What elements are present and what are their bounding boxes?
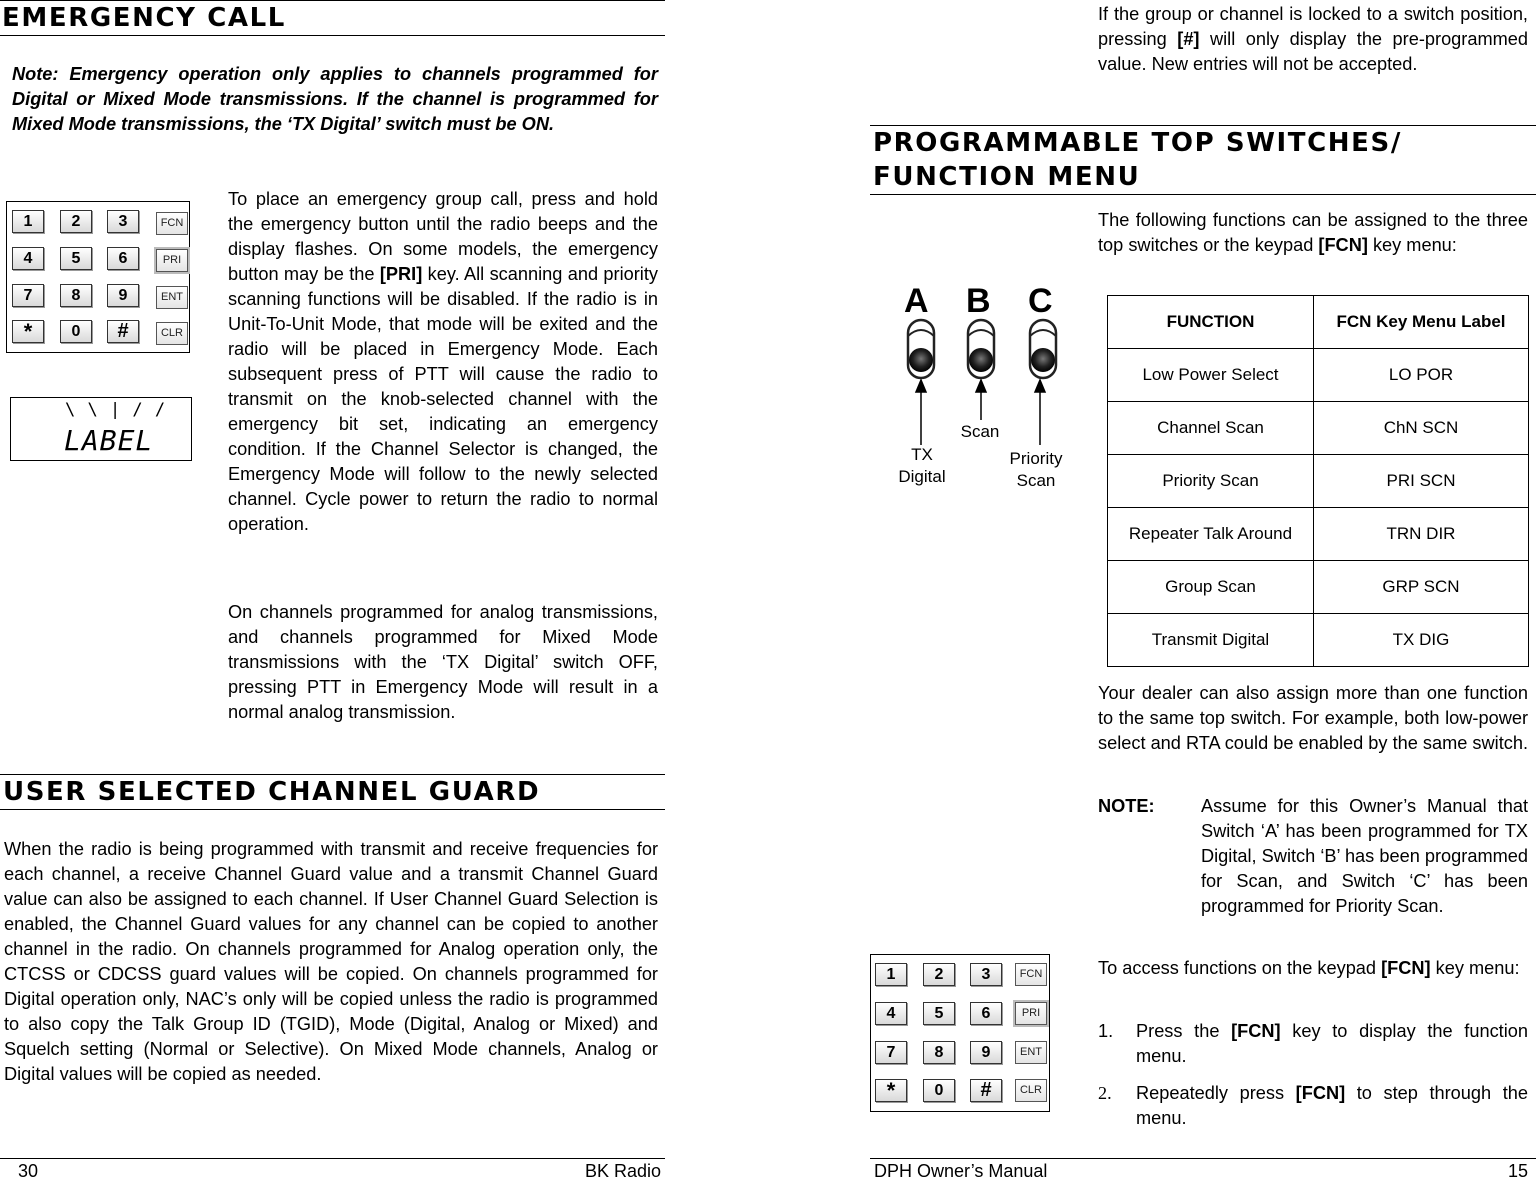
key-5: 5 (60, 247, 92, 270)
key-clr: CLR (1015, 1079, 1047, 1102)
cell-function: Low Power Select (1108, 349, 1314, 402)
label-c-line-1: Priority (1009, 449, 1063, 468)
cell-label: TX DIG (1314, 614, 1529, 667)
table-row (1108, 561, 1529, 614)
key-6: 6 (970, 1002, 1002, 1025)
table-row (1108, 614, 1529, 667)
key-pri: PRI (1015, 1002, 1047, 1025)
cell-function: Repeater Talk Around (1108, 508, 1314, 561)
step-2-text-b: to step through the menu. (1136, 1083, 1528, 1128)
table-header-row (1108, 296, 1529, 349)
step-1-text-a: Press the (1136, 1021, 1232, 1041)
step-2-number: 2. (1098, 1083, 1112, 1103)
table-row (1108, 508, 1529, 561)
guard-top-rule (0, 774, 665, 775)
key-ent: ENT (1015, 1041, 1047, 1064)
key-3: 3 (107, 210, 139, 233)
prog-heading-line-2: FUNCTION MENU (873, 162, 1141, 192)
col-fcn-label: FCN Key Menu Label (1314, 296, 1529, 349)
locked-paragraph (1098, 2, 1528, 77)
cell-label: TRN DIR (1314, 508, 1529, 561)
access-text-a: To access functions on the keypad (1098, 958, 1382, 978)
emergency-p1-key: [PRI] (379, 264, 423, 284)
display-label: LABEL (64, 424, 154, 457)
access-key: [FCN] (1381, 958, 1431, 978)
key-star: * (12, 320, 44, 343)
right-footer-rule (870, 1158, 1536, 1159)
guard-bottom-rule (0, 809, 665, 810)
cell-function: Group Scan (1108, 561, 1314, 614)
label-switch-c (996, 448, 1076, 492)
cell-function: Priority Scan (1108, 455, 1314, 508)
key-pri: PRI (156, 249, 188, 272)
key-ent: ENT (156, 286, 188, 309)
switch-c (1030, 320, 1056, 378)
key-8: 8 (60, 284, 92, 307)
key-star: * (875, 1079, 907, 1102)
step-2-key: [FCN] (1295, 1083, 1346, 1103)
key-9: 9 (107, 284, 139, 307)
switch-letter-c: C (1028, 282, 1053, 320)
switch-b (968, 320, 994, 378)
key-8: 8 (923, 1041, 955, 1064)
label-switch-a (880, 444, 964, 488)
emergency-paragraph-1 (228, 187, 658, 537)
left-footer-brand: BK Radio (584, 1161, 661, 1181)
cell-label: PRI SCN (1314, 455, 1529, 508)
label-a-line-1: TX (911, 445, 933, 464)
step-1-key: [FCN] (1231, 1021, 1281, 1041)
key-hash: # (107, 320, 139, 343)
key-4: 4 (12, 247, 44, 270)
right-page-number: 15 (1507, 1161, 1528, 1181)
emergency-p1-text-b: key. All scanning and priority scanning functions will be disabled. If the radio is in Unit-To-Unit Mode, that mode will be exited and the radio will be placed in Emergency Mode. Each subsequent press of PTT will cause the radio to transmit on the knob-selected channel with the emergency bit set, indicating an emergency condition. If the Channel Selector is changed, the Emergency Mode will follow to the newly selected channel. Cycle power to return the radio to normal operation. (228, 264, 658, 534)
prog-intro-text-a: The following functions can be assigned to the three top switches or the keypad (1098, 210, 1528, 255)
label-c-line-2: Scan (1016, 471, 1056, 490)
key-fcn: FCN (156, 212, 188, 235)
emergency-p1-text-a: To place an emergency group call, press and hold the emergency button until the radio beeps and the display flashes. On some models, the emergency button may be the (228, 189, 658, 284)
radio-display (10, 397, 192, 461)
cell-function: Transmit Digital (1108, 614, 1314, 667)
table-row (1108, 349, 1529, 402)
heading-rule (0, 35, 665, 36)
keypad-illustration (6, 201, 190, 353)
guard-heading: USER SELECTED CHANNEL GUARD (3, 777, 541, 807)
key-0: 0 (923, 1079, 955, 1102)
access-text-b: key menu: (1430, 958, 1520, 978)
prog-intro-text-b: key menu: (1367, 235, 1457, 255)
key-2: 2 (923, 963, 955, 986)
prog-top-rule (870, 125, 1536, 126)
emergency-paragraph-2: On channels programmed for analog transmissions, and channels programmed for Mixed Mode transmissions with the ‘TX Digital’ switch OFF, pressing PTT in Emergency Mode will result in a normal analog transmission. (228, 602, 658, 722)
guard-paragraph: When the radio is being programmed with transmit and receive frequencies for each channel, a receive Channel Guard value and a transmit Channel Guard value can also be assigned to each channel. If User Channel Guard Selection is enabled, the Channel Guard values for any channel can be copied to another channel in the radio. On channels programmed for Analog operation only, the CTCSS or CDCSS guard values will be copied. On channels programmed for Digital operation only, NAC’s only will be copied unless the radio is programmed to also copy the Talk Group ID (TGID), Mode (Digital, Analog or Mixed) and Squelch setting (Normal or Selective). On Mixed Mode channels, Analog or Digital values will be copied as needed. (4, 839, 658, 1084)
table-row (1108, 402, 1529, 455)
prog-bottom-rule (870, 194, 1536, 195)
top-rule (0, 0, 665, 1)
key-4: 4 (875, 1002, 907, 1025)
key-1: 1 (12, 210, 44, 233)
label-switch-b: Scan (960, 422, 1000, 441)
function-table (1107, 295, 1529, 667)
step-1-number: 1. (1098, 1021, 1114, 1041)
key-3: 3 (970, 963, 1002, 986)
key-6: 6 (107, 247, 139, 270)
prog-intro (1098, 208, 1528, 258)
cell-function: Channel Scan (1108, 402, 1314, 455)
keypad-illustration-2 (870, 954, 1050, 1112)
emergency-heading: EMERGENCY CALL (2, 3, 286, 33)
table-row (1108, 455, 1529, 508)
key-2: 2 (60, 210, 92, 233)
prog-heading-line-1: PROGRAMMABLE TOP SWITCHES/ (873, 128, 1402, 158)
left-footer-rule (0, 1158, 665, 1159)
locked-key: [#] (1177, 29, 1200, 49)
key-1: 1 (875, 963, 907, 986)
key-7: 7 (12, 284, 44, 307)
dealer-paragraph: Your dealer can also assign more than one function to the same top switch. For example, both low-power select and RTA could be enabled by the same switch. (1098, 683, 1529, 753)
cell-label: ChN SCN (1314, 402, 1529, 455)
note-text: Assume for this Owner’s Manual that Switch ‘A’ has been programmed for TX Digital, Switch ‘B’ has been programmed for Scan, and Switch ‘C’ has been programmed for Priority Scan. (1201, 796, 1528, 916)
step-2-text (1136, 1081, 1528, 1131)
emergency-note: Note: Emergency operation only applies to channels programmed for Digital or Mixed Mode transmissions. If the channel is programmed for Mixed Mode transmissions, the ‘TX Digital’ switch must be ON. (12, 64, 658, 134)
access-paragraph (1098, 956, 1528, 981)
key-fcn: FCN (1015, 963, 1047, 986)
switch-a (908, 320, 934, 378)
key-5: 5 (923, 1002, 955, 1025)
locked-text-b: will only display the pre-programmed value. New entries will not be accepted. (1098, 29, 1528, 74)
prog-intro-key: [FCN] (1318, 235, 1368, 255)
label-a-line-2: Digital (898, 467, 946, 486)
cell-label: LO POR (1314, 349, 1529, 402)
display-flash-marks: \ \ | / / (65, 400, 167, 420)
right-footer-manual: DPH Owner’s Manual (874, 1161, 1048, 1181)
step-1-text-b: key to display the function menu. (1136, 1021, 1528, 1066)
note-label: NOTE: (1098, 796, 1155, 816)
key-7: 7 (875, 1041, 907, 1064)
switch-letter-a: A (904, 282, 929, 320)
key-0: 0 (60, 320, 92, 343)
locked-text-a: If the group or channel is locked to a switch position, pressing (1098, 4, 1528, 49)
cell-label: GRP SCN (1314, 561, 1529, 614)
step-2-text-a: Repeatedly press (1136, 1083, 1296, 1103)
left-page-number: 30 (18, 1161, 39, 1181)
col-function: FUNCTION (1108, 296, 1314, 349)
step-1-text (1136, 1019, 1528, 1069)
key-hash: # (970, 1079, 1002, 1102)
key-clr: CLR (156, 322, 188, 345)
key-9: 9 (970, 1041, 1002, 1064)
switch-letter-b: B (966, 282, 991, 320)
top-switches-illustration (880, 280, 1080, 500)
